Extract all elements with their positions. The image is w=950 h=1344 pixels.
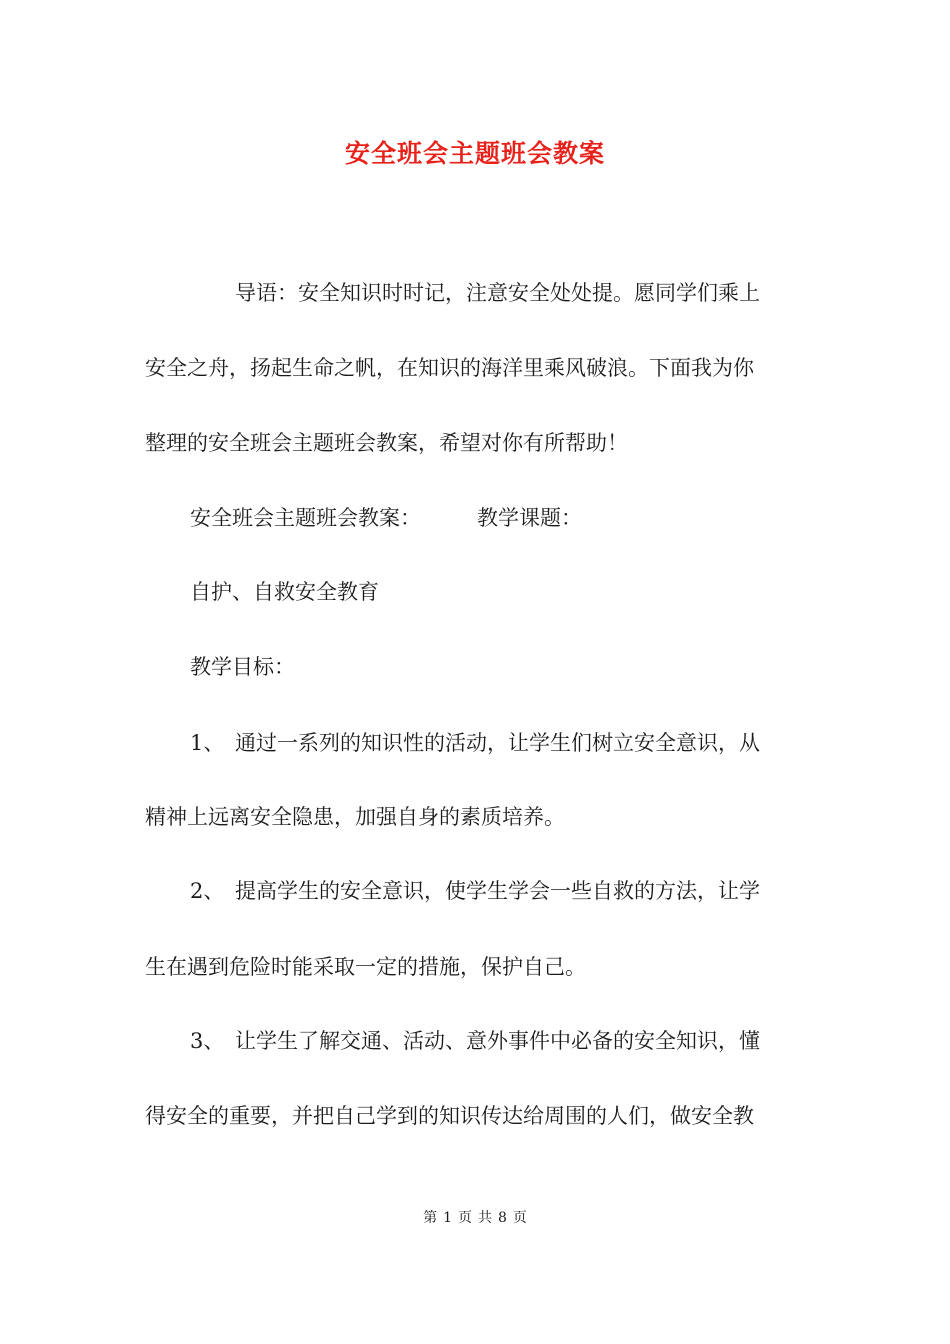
teaching-goals-heading: 教学目标： xyxy=(190,655,295,679)
footer-page-word: 页 xyxy=(458,1210,472,1226)
goal-2-text: 提高学生的安全意识，使学生学会一些自救的方法，让学 xyxy=(235,879,760,903)
goal-2-line-2: 生在遇到危险时能采取一定的措施，保护自己。 xyxy=(145,955,586,979)
goal-3-line-2: 得安全的重要，并把自己学到的知识传达给周围的人们，做安全教 xyxy=(145,1104,754,1128)
footer-total-prefix: 共 xyxy=(478,1210,492,1226)
footer-total-pages: 8 xyxy=(498,1210,507,1226)
goal-2-number: 2、 xyxy=(190,879,225,903)
goal-3-text: 让学生了解交通、活动、意外事件中必备的安全知识，懂 xyxy=(235,1029,760,1053)
footer-page-prefix: 第 xyxy=(423,1210,438,1226)
lesson-topic: 自护、自救安全教育 xyxy=(190,580,379,604)
lesson-plan-heading xyxy=(190,503,805,533)
intro-line-1: 导语：安全知识时时记，注意安全处处提。愿同学们乘上 xyxy=(235,281,760,305)
goal-3-line-1 xyxy=(190,1026,805,1056)
goal-1-number: 1、 xyxy=(190,731,225,755)
goal-1-text: 通过一系列的知识性的活动，让学生们树立安全意识，从 xyxy=(235,731,760,755)
goal-2-line-1 xyxy=(190,876,805,906)
goal-3-number: 3、 xyxy=(190,1029,225,1053)
footer-page-suffix: 页 xyxy=(512,1210,527,1226)
goal-1-line-1 xyxy=(190,728,805,758)
intro-line-3: 整理的安全班会主题班会教案，希望对你有所帮助！ xyxy=(145,431,628,455)
page-footer xyxy=(0,1208,950,1228)
document-title: 安全班会主题班会教案 xyxy=(344,139,605,168)
intro-line-2: 安全之舟，扬起生命之帆，在知识的海洋里乘风破浪。下面我为你 xyxy=(145,356,754,380)
lesson-topic-label: 教学课题： xyxy=(477,506,582,530)
footer-current-page: 1 xyxy=(443,1210,452,1226)
lesson-plan-label: 安全班会主题班会教案： xyxy=(190,506,421,530)
goal-1-line-2: 精神上远离安全隐患，加强自身的素质培养。 xyxy=(145,805,565,829)
